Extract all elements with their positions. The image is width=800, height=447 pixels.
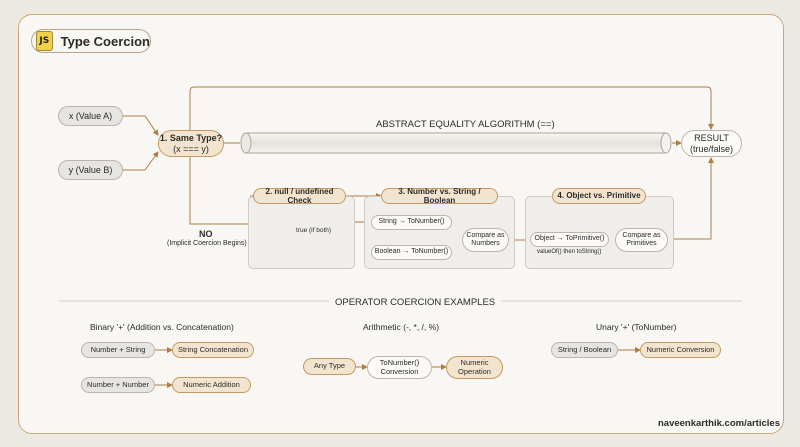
result-label: RESULT [694,133,729,144]
conversion-label: Conversion [380,366,419,376]
edge-a-to-same-type [123,116,158,135]
same-type-node [158,130,224,157]
string-to-number-node: String → ToNumber() [371,215,452,230]
number-plus-string-node: Number + String [81,342,155,358]
operator-section-title: OPERATOR COERCION EXAMPLES [329,297,501,308]
compare-primitives-label: Compare as [622,231,661,239]
edge-cmpp-to-result [668,158,711,239]
compare-numbers-node [462,228,509,252]
obj-prim-node: 4. Object vs. Primitive [552,188,646,204]
no-label: NO [199,229,213,239]
string-boolean-node: String / Boolean [551,342,618,358]
binary-plus-title: Binary '+' (Addition vs. Concatenation) [90,322,234,332]
boolean-to-number-node: Boolean → ToNumber() [371,245,452,260]
number-plus-number-node: Number + Number [81,377,155,393]
arithmetic-title: Arithmetic (-, *, /, %) [363,322,440,332]
compare-numbers-label-2: Numbers [471,240,500,247]
any-type-node: Any Type [303,358,356,375]
operation-label: Operation [458,366,491,376]
result-node [681,130,742,157]
tonumber-label: ToNumber() [379,357,420,367]
object-to-primitive-node: Object → ToPrimitive() [530,232,609,247]
numeric-label: Numeric [460,357,489,367]
title-pill [31,29,151,53]
no-sublabel: (Implicit Coercion Begins) [167,240,247,247]
compare-numbers-label: Compare as [466,231,505,239]
compare-primitives-node [615,228,668,252]
numeric-addition-node: Numeric Addition [172,377,251,393]
numeric-conversion-node: Numeric Conversion [640,342,721,358]
js-logo-icon: JS [36,31,53,51]
input-x: x (Value A) [58,106,123,126]
null-note: true (if both) [296,227,332,234]
input-y: y (Value B) [58,160,123,180]
edge-no-branch [190,153,248,224]
compare-primitives-label-2: Primitives [626,240,657,247]
numeric-operation-node [446,356,503,379]
algorithm-cylinder [241,133,671,153]
tonumber-conversion-node [367,356,432,379]
same-type-label: 1. Same Type? [159,133,223,144]
string-concatenation-node: String Concatenation [172,342,254,358]
same-type-sublabel: (x === y) [173,143,209,154]
nsb-node: 3. Number vs. String / Boolean [381,188,498,204]
result-sublabel: (true/false) [689,143,733,154]
algorithm-label: ABSTRACT EQUALITY ALGORITHM (==) [376,119,555,130]
null-check-node: 2. null / undefined Check [253,188,346,204]
footer-link[interactable]: naveenkarthik.com/articles [658,418,780,429]
valueof-note: valueOf() then toString() [537,249,602,255]
unary-plus-title: Unary '+' (ToNumber) [596,322,677,332]
page-title: Type Coercion [60,33,150,49]
edge-b-to-same-type [123,152,158,170]
